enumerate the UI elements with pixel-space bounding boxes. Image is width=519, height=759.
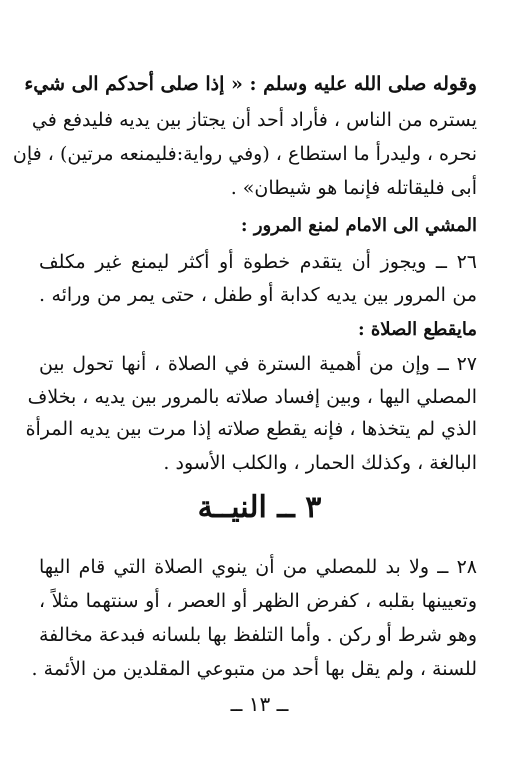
text-line: نحره ، وليدرأ ما استطاع ، (وفي رواية:فليمنعه مرتين) ، فإن xyxy=(12,143,477,165)
page-number: ــ ١٣ ــ xyxy=(230,692,289,716)
text-line: المصلي اليها ، وبين إفساد صلاته بالمرور بين يديه ، بخلاف xyxy=(27,386,477,408)
text-line: ٢٦ ــ ويجوز أن يتقدم خطوة أو أكثر ليمنع غير مكلف xyxy=(39,251,477,273)
text-line: أبى فليقاتله فإنما هو شيطان» . xyxy=(230,177,477,199)
text-line: البالغة ، وكذلك الحمار ، والكلب الأسود . xyxy=(163,452,477,474)
text-line: ٢٧ ــ وإن من أهمية السترة في الصلاة ، أنها تحول بين xyxy=(39,353,477,375)
text-line: من المرور بين يديه كدابة أو طفل ، حتى يمر من ورائه . xyxy=(39,284,477,306)
section-heading: المشي الى الامام لمنع المرور : xyxy=(240,215,477,236)
chapter-title: ٣ ــ النيــة xyxy=(197,490,322,525)
text-line: للسنة ، ولم يقل بها أحد من متبوعي المقلدين من الأئمة . xyxy=(31,658,477,680)
section-heading: مايقطع الصلاة : xyxy=(357,319,477,340)
text-line: يستره من الناس ، فأراد أحد أن يجتاز بين يديه فليدفع في xyxy=(31,109,477,131)
text-line: وهو شرط أو ركن . وأما التلفظ بها بلسانه فبدعة مخالفة xyxy=(39,624,477,646)
text-line: وقوله صلى الله عليه وسلم : « إذا صلى أحدكم الى شيء xyxy=(24,73,477,95)
text-line: الذي لم يتخذها ، فإنه يقطع صلاته إذا مرت بين يديه المرأة xyxy=(25,418,477,440)
text-line: ٢٨ ــ ولا بد للمصلي من أن ينوي الصلاة التي قام اليها xyxy=(39,556,477,578)
text-line: وتعيينها بقلبه ، كفرض الظهر أو العصر ، أو سنتهما مثلاً ، xyxy=(39,590,477,612)
